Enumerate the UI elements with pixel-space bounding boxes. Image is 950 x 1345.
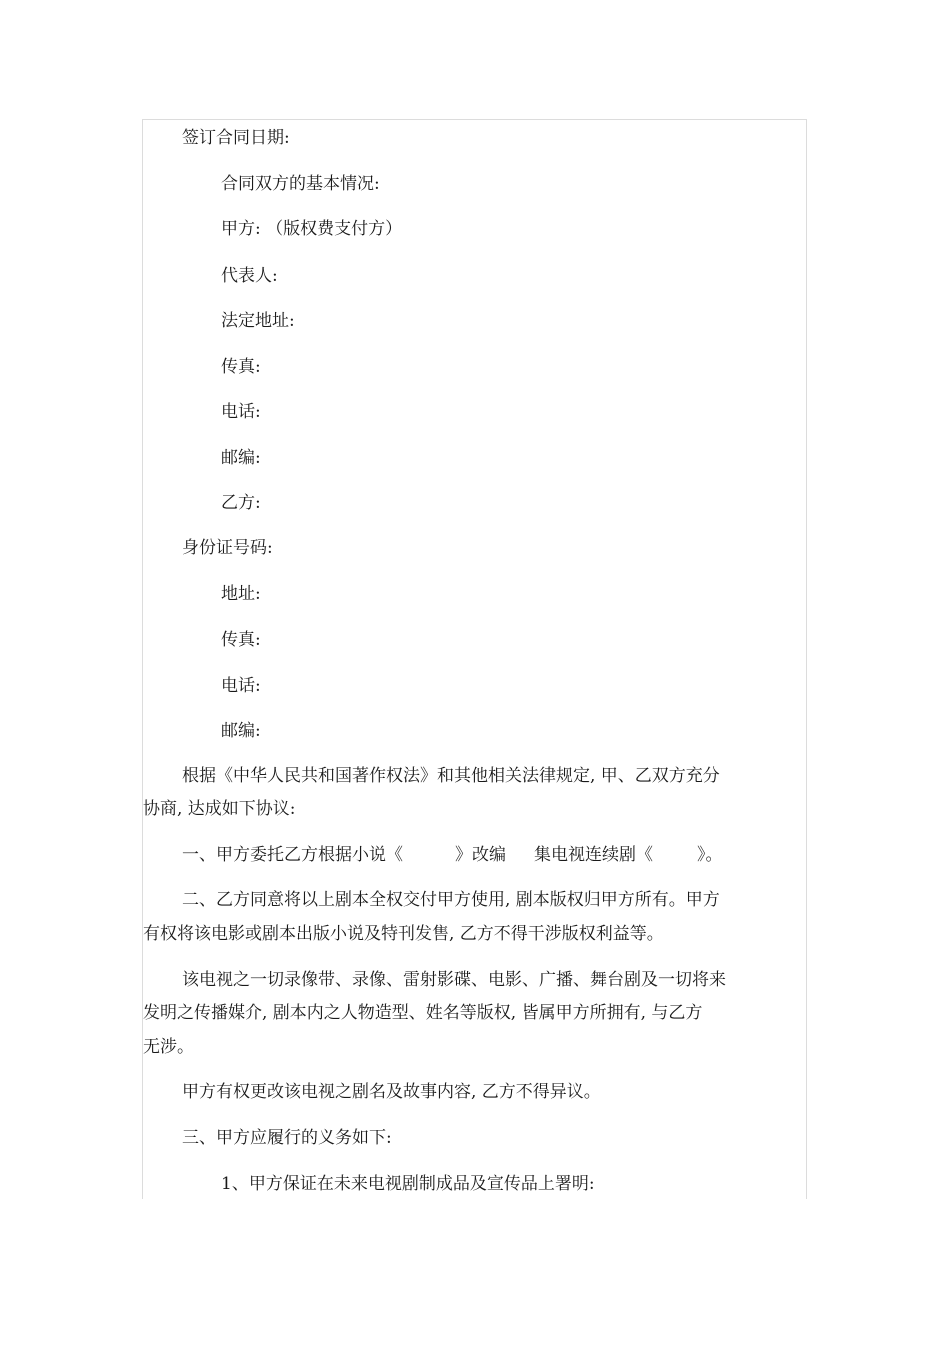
party-a-label: 甲方: （版权费支付方） [221,219,403,239]
id-number-label: 身份证号码: [182,538,273,558]
legal-address-label: 法定地址: [221,311,295,331]
clause-1-part-b: 》改编 [455,845,506,865]
clause-2-line-2: 有权将该电影或剧本出版小说及特刊发售, 乙方不得干涉版权利益等。 [143,924,664,944]
phone-b-label: 电话: [221,676,261,696]
postcode-b-label: 邮编: [221,721,261,741]
clause-1-part-d: 》。 [697,845,723,865]
fax-b-label: 传真: [221,630,261,650]
clause-1-part-c: 集电视连续剧《 [534,845,653,865]
clause-2-line-1: 二、乙方同意将以上剧本全权交付甲方使用, 剧本版权归甲方所有。甲方 [182,890,720,910]
media-paragraph-line-1: 该电视之一切录像带、录像、雷射影碟、电影、广播、舞台剧及一切将来 [182,970,726,990]
fax-a-label: 传真: [221,357,261,377]
basis-paragraph-line-2: 协商, 达成如下协议: [143,799,296,819]
clause-1-part-a: 一、甲方委托乙方根据小说《 [182,845,403,865]
clause-1 [182,845,723,865]
party-b-label: 乙方: [221,493,261,513]
basis-paragraph-line-1: 根据《中华人民共和国著作权法》和其他相关法律规定, 甲、乙双方充分 [182,766,720,786]
media-paragraph-line-3: 无涉。 [143,1037,194,1057]
clause-3-heading: 三、甲方应履行的义务如下: [182,1128,392,1148]
sign-date-label: 签订合同日期: [182,128,290,148]
phone-a-label: 电话: [221,402,261,422]
clause-3-item-1: 1、甲方保证在未来电视剧制成品及宣传品上署明: [221,1174,595,1194]
representative-label: 代表人: [221,266,278,286]
parties-info-heading: 合同双方的基本情况: [221,174,380,194]
media-paragraph-line-2: 发明之传播媒介, 剧本内之人物造型、姓名等版权, 皆属甲方所拥有, 与乙方 [143,1003,703,1023]
rename-paragraph: 甲方有权更改该电视之剧名及故事内容, 乙方不得异议。 [182,1082,601,1102]
address-b-label: 地址: [221,584,261,604]
postcode-a-label: 邮编: [221,448,261,468]
